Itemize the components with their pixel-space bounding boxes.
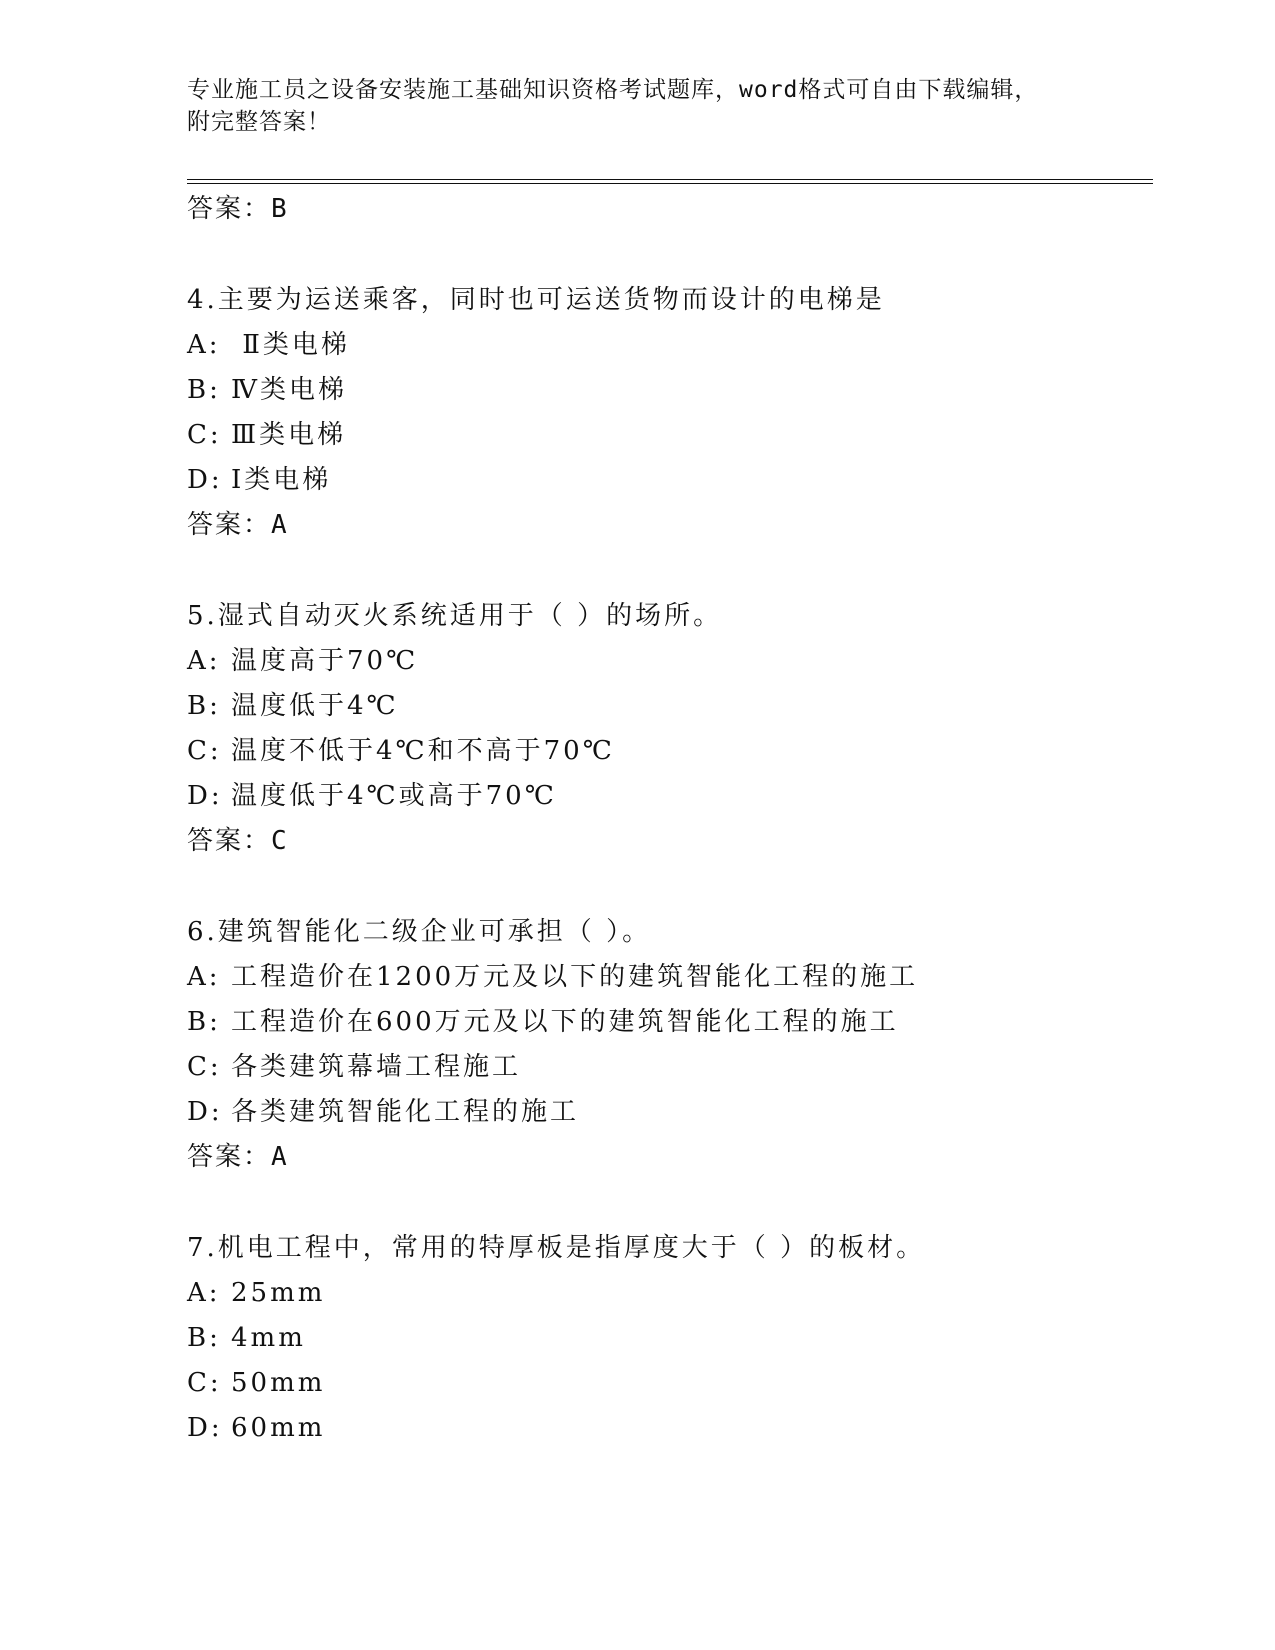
option-b xyxy=(187,375,347,405)
option-text: Ⅰ类电梯 xyxy=(231,465,332,495)
option-a xyxy=(187,1278,325,1308)
question-stem: 5.湿式自动灭火系统适用于（ ）的场所。 xyxy=(187,601,723,631)
option-text: 各类建筑幕墙工程施工 xyxy=(231,1052,522,1082)
question-stem: 7.机电工程中，常用的特厚板是指厚度大于（ ）的板材。 xyxy=(187,1233,926,1263)
option-text: Ⅲ类电梯 xyxy=(231,420,347,450)
header-divider-top xyxy=(187,179,1153,180)
option-c xyxy=(187,420,346,450)
header-divider-bottom xyxy=(187,183,1153,184)
option-a xyxy=(187,330,350,360)
option-label: B: xyxy=(187,1323,221,1353)
option-label: B: xyxy=(187,691,221,721)
option-label: A: xyxy=(187,962,221,992)
option-c xyxy=(187,1052,521,1082)
option-text: Ⅱ类电梯 xyxy=(231,330,350,360)
option-b xyxy=(187,691,399,721)
option-label: C: xyxy=(187,1368,222,1398)
option-text: 工程造价在600万元及以下的建筑智能化工程的施工 xyxy=(231,1007,899,1037)
option-text: 工程造价在1200万元及以下的建筑智能化工程的施工 xyxy=(231,962,919,992)
option-text: Ⅳ类电梯 xyxy=(231,375,347,405)
option-text: 60mm xyxy=(231,1413,326,1443)
option-b xyxy=(187,1007,899,1037)
option-a xyxy=(187,646,418,676)
option-label: C: xyxy=(187,736,222,766)
option-text: 温度不低于4℃和不高于70℃ xyxy=(231,736,615,766)
option-text: 温度低于4℃ xyxy=(231,691,399,721)
option-d xyxy=(187,1097,579,1127)
option-label: D: xyxy=(187,1097,223,1127)
answer-label: 答案：A xyxy=(187,510,289,540)
option-text: 各类建筑智能化工程的施工 xyxy=(231,1097,580,1127)
header-line-2: 附完整答案！ xyxy=(187,109,331,135)
option-a xyxy=(187,962,918,992)
answer-label: 答案：A xyxy=(187,1142,289,1172)
option-label: D: xyxy=(187,1413,223,1443)
option-c xyxy=(187,1368,325,1398)
option-d xyxy=(187,1413,325,1443)
option-label: D: xyxy=(187,465,223,495)
option-d xyxy=(187,465,331,495)
answer-label: 答案：B xyxy=(187,194,289,224)
answer-label: 答案：C xyxy=(187,826,289,856)
option-text: 50mm xyxy=(231,1368,326,1398)
option-label: B: xyxy=(187,1007,221,1037)
option-c xyxy=(187,736,615,766)
option-text: 4mm xyxy=(231,1323,306,1353)
option-text: 温度高于70℃ xyxy=(231,646,419,676)
option-label: D: xyxy=(187,781,223,811)
document-header xyxy=(187,74,1067,138)
option-label: A: xyxy=(187,330,221,360)
option-label: C: xyxy=(187,420,222,450)
question-stem: 4.主要为运送乘客，同时也可运送货物而设计的电梯是 xyxy=(187,285,885,315)
option-d xyxy=(187,781,557,811)
question-stem: 6.建筑智能化二级企业可承担（ ）。 xyxy=(187,917,652,947)
option-label: B: xyxy=(187,375,221,405)
option-label: C: xyxy=(187,1052,222,1082)
option-b xyxy=(187,1323,306,1353)
header-line-1: 专业施工员之设备安装施工基础知识资格考试题库，word格式可自由下载编辑， xyxy=(187,77,1039,103)
option-text: 25mm xyxy=(231,1278,326,1308)
option-label: A: xyxy=(187,646,221,676)
option-text: 温度低于4℃或高于70℃ xyxy=(231,781,557,811)
option-label: A: xyxy=(187,1278,221,1308)
